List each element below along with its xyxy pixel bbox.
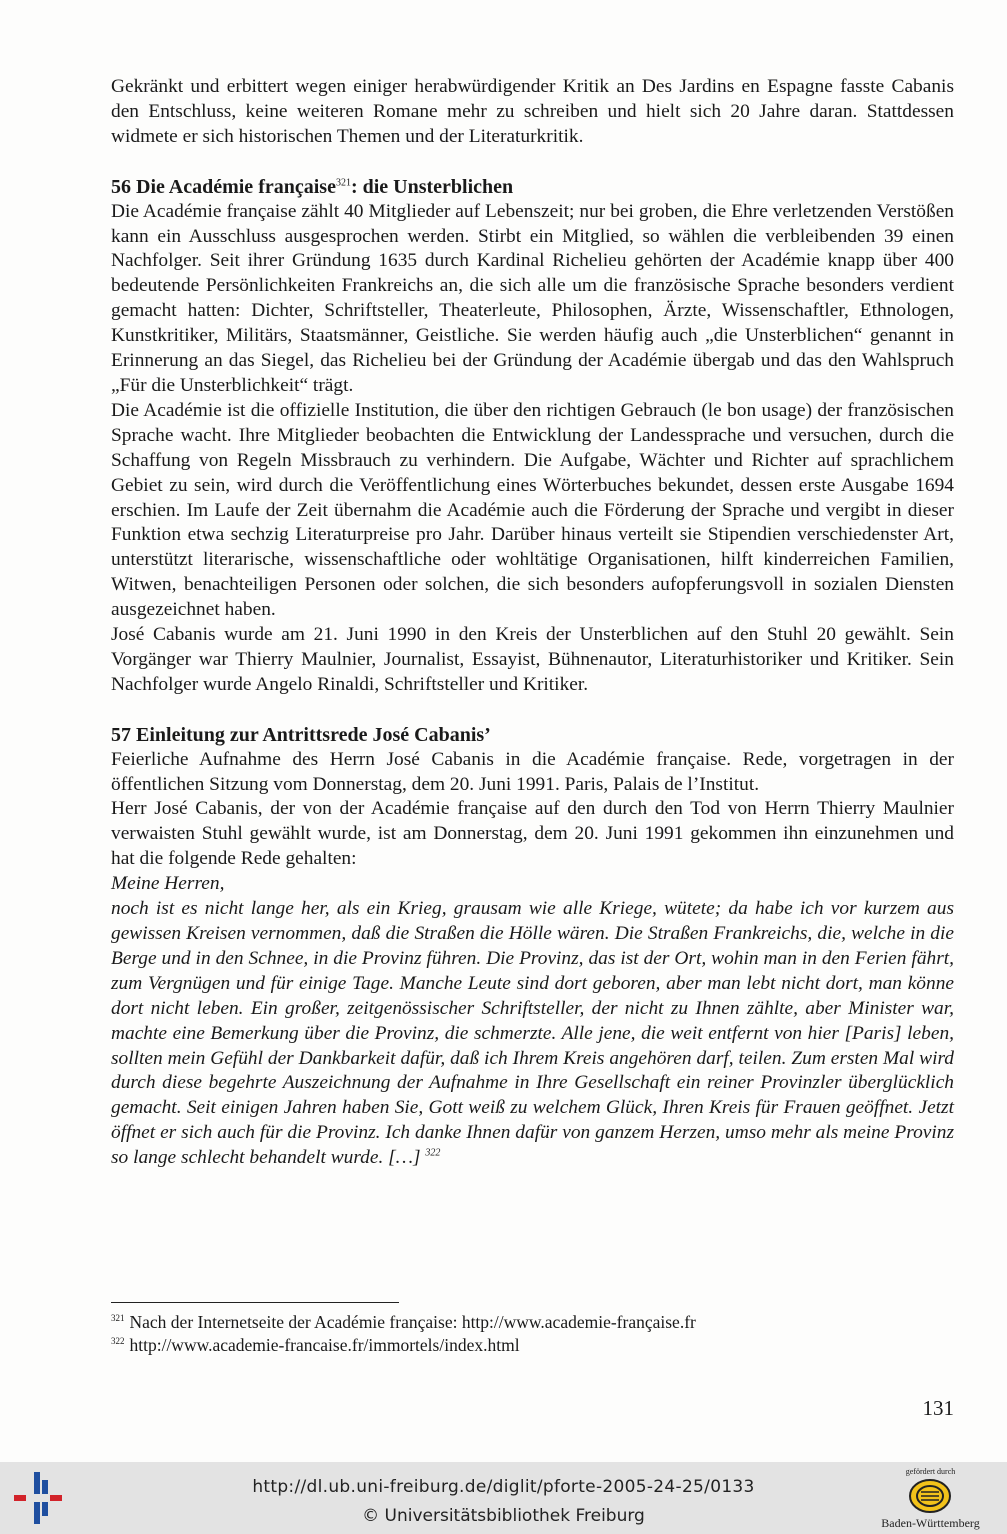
page-content	[111, 75, 954, 1171]
page-number: 131	[922, 1396, 954, 1420]
speech-text	[111, 897, 954, 1171]
footnote-divider	[111, 1302, 399, 1303]
paragraph-academie-institution: Die Académie ist die offizielle Institution, die über den richtigen Gebrauch (le bon usage) der französischen Sprache wacht. Ihre Mitglieder beobachten die Entwicklung der Landessprache und versuchen, durch die Schaffung von Regeln Missbrauch zu verhindern. Die Aufgabe, Wächter und Richter auf sprachlichem Gebiet zu sein, wird durch die Veröffentlichung eines Wörterbuches bekundet, dessen erste Ausgabe 1694 erschien. Im Laufe der Zeit übernahm die Académie auch die Förderung der Sprache und vergibt in dieser Funktion etwa sechzig Literaturpreise pro Jahr. Darüber hinaus verteilt sie Stipendien verschiedenster Art, unterstützt literarische, wissenschaftliche oder wohltätige Organisationen, hilft kinderreichen Familien, Witwen, benachteiligen Personen oder solchen, die sich besonders aufopferungsvoll in sozialen Diensten ausgezeichnet haben.	[111, 399, 954, 621]
copyright-notice: © Universitätsbibliothek Freiburg	[362, 1506, 645, 1526]
sponsor-block	[868, 1465, 993, 1533]
document-url-link[interactable]: http://dl.ub.uni-freiburg.de/diglit/pforte-2005-24-25/0133	[252, 1477, 755, 1497]
baden-wuerttemberg-seal-icon	[907, 1478, 953, 1514]
footnote-321	[111, 1311, 954, 1334]
heading-56-title: 56 Die Académie française	[111, 175, 336, 198]
footnote-text: http://www.academie-francaise.fr/immortels/index.html	[129, 1334, 520, 1355]
footnote-ref-322: 322	[425, 1147, 441, 1159]
speech-body: noch ist es nicht lange her, als ein Krieg, grausam wie alle Kriege, wütete; da habe ich vor kurzem aus gewissen Kreisen vernommen, daß die Straßen die Hölle wären. Die Straßen Frankreichs, die, welche in die Berge und in den Schnee, in die Provinz führen. Die Provinz, das ist der Ort, wohin man in den Ferien fährt, zum Vergnügen und für einige Tage. Manche Leute sind dort geboren, aber man lebt nicht dort, man könne dort nicht leben. Ein großer, zeitgenössischer Schriftsteller, der nicht zu Ihnen zählte, aber Minister war, machte eine Bemerkung über die Provinz, die schmerzte. Alle jene, die weit entfernt von hier [Paris] leben, sollten mein Gefühl der Dankbarkeit dafür, daß ich Ihrem Kreis angehören darf, teilen. Zum ersten Mal wird durch diese begehrte Auszeichnung der Aufnahme in Ihre Gesellschaft ein reiner Provinzler überglücklich gemacht. Seit einigen Jahren haben Sie, Gott weiß zu welchem Glück, Ihren Kreis für Frauen geöffnet. Jetzt öffnet er sich auch für die Provinz. Ich danke Ihnen dafür von ganzem Herzen, umso mehr als meine Provinz so lange schlecht behandelt wurde. […]	[111, 898, 954, 1169]
viewer-footer	[0, 1462, 1007, 1534]
footnote-number: 322	[111, 1335, 125, 1346]
paragraph-intro: Gekränkt und erbittert wegen einiger herabwürdigender Kritik an Des Jardins en Espagne fasste Cabanis den Entschluss, keine weiteren Romane mehr zu schreiben und hielt sich 20 Jahre daran. Stattdessen widmete er sich historischen Themen und der Literaturkritik.	[111, 76, 954, 147]
heading-56-subtitle: : die Unsterblichen	[350, 175, 514, 198]
footnote-number: 321	[111, 1313, 125, 1324]
section-heading-57: 57 Einleitung zur Antrittsrede José Cabanis’	[111, 723, 491, 746]
footnote-text: Nach der Internetseite der Académie française: http://www.academie-française.fr	[129, 1312, 696, 1332]
paragraph-cabanis-election: José Cabanis wurde am 21. Juni 1990 in den Kreis der Unsterblichen auf den Stuhl 20 gewählt. Sein Vorgänger war Thierry Maulnier, Journalist, Essayist, Bühnenautor, Literaturhistoriker und Kritiker. Sein Nachfolger wurde Angelo Rinaldi, Schriftsteller und Kritiker.	[111, 624, 954, 695]
sponsor-label: gefördert durch	[905, 1467, 956, 1476]
paragraph-ceremony: Feierliche Aufnahme des Herrn José Cabanis in die Académie française. Rede, vorgetragen in der öffentlichen Sitzung vom Donnerstag, dem 20. Juni 1991. Paris, Palais de l’Institut.	[111, 748, 954, 795]
section-heading-56	[111, 175, 954, 200]
speech-salutation: Meine Herren,	[111, 873, 225, 895]
footnote-322	[111, 1334, 954, 1357]
paragraph-academie-members: Die Académie française zählt 40 Mitglieder auf Lebenszeit; nur bei groben, die Ehre verletzenden Verstößen kann ein Ausschluss ausgesprochen werden. Stirbt ein Mitglied, so wählen die verbleibenden 39 einen Nachfolger. Seit ihrer Gründung 1635 durch Kardinal Richelieu gehörten der Académie knapp über 400 bedeutende Persönlichkeiten Frankreichs an, die sich alle um die französische Sprache besonders verdient gemacht hatten: Dichter, Schriftsteller, Theaterleute, Philosophen, Ärzte, Wissenschaftler, Ethnologen, Kunstkritiker, Militärs, Staatsmänner, Geistliche. Sie werden häufig auch „die Unsterblichen“ genannt in Erinnerung an das Siegel, das Richelieu bei der Gründung der Académie übergab und das den Wahlspruch „Für die Unsterblichkeit“ trägt.	[111, 200, 954, 396]
footnotes	[111, 1311, 954, 1356]
paragraph-speech-intro: Herr José Cabanis, der von der Académie française auf den durch den Tod von Herrn Thierry Maulnier verwaisten Stuhl gewählt wurde, ist am Donnerstag, dem 20. Juni 1991 gekommen ihn einzunehmen und hat die folgende Rede gehalten:	[111, 798, 954, 870]
sponsor-name: Baden-Württemberg	[881, 1516, 980, 1530]
footnote-ref-321: 321	[335, 177, 351, 189]
